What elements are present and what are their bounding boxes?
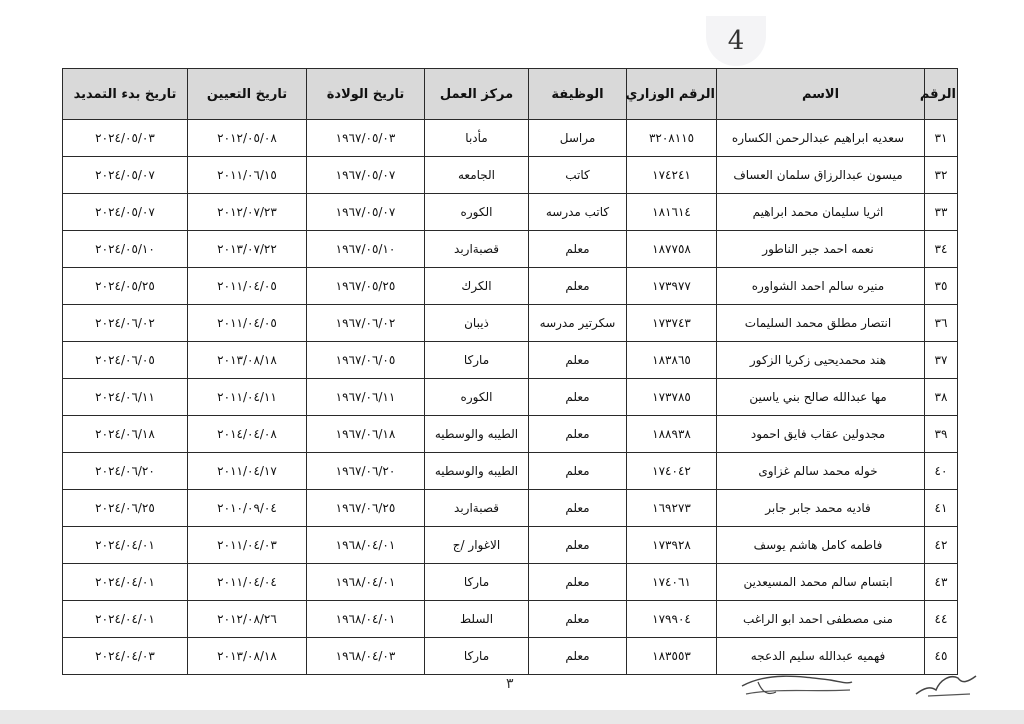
cell-extension-date: ٢٠٢٤/٠٥/٠٣ bbox=[63, 120, 188, 157]
cell-ministry-number: ١٦٩٢٧٣ bbox=[627, 490, 717, 527]
cell-birth-date: ١٩٦٧/٠٦/٠٥ bbox=[307, 342, 425, 379]
cell-extension-date: ٢٠٢٤/٠٥/١٠ bbox=[63, 231, 188, 268]
cell-name: فاطمه كامل هاشم يوسف bbox=[717, 527, 925, 564]
table-row bbox=[63, 527, 958, 564]
cell-birth-date: ١٩٦٧/٠٦/١١ bbox=[307, 379, 425, 416]
cell-work-center: الجامعه bbox=[425, 157, 529, 194]
cell-name: سعديه ابراهيم عبدالرحمن الكساره bbox=[717, 120, 925, 157]
cell-extension-date: ٢٠٢٤/٠٤/٠١ bbox=[63, 601, 188, 638]
table-row bbox=[63, 453, 958, 490]
header-ministry-number: الرقم الوزاري bbox=[627, 69, 717, 120]
cell-extension-date: ٢٠٢٤/٠٤/٠١ bbox=[63, 527, 188, 564]
cell-num: ٤٠ bbox=[925, 453, 958, 490]
cell-extension-date: ٢٠٢٤/٠٦/٠٥ bbox=[63, 342, 188, 379]
cell-work-center: الكوره bbox=[425, 194, 529, 231]
cell-birth-date: ١٩٦٧/٠٥/٠٧ bbox=[307, 194, 425, 231]
cell-num: ٤٥ bbox=[925, 638, 958, 675]
cell-name: انتصار مطلق محمد السليمات bbox=[717, 305, 925, 342]
cell-work-center: ماركا bbox=[425, 564, 529, 601]
employee-table bbox=[62, 68, 958, 675]
cell-ministry-number: ١٨٧٧٥٨ bbox=[627, 231, 717, 268]
cell-job: معلم bbox=[529, 527, 627, 564]
cell-job: معلم bbox=[529, 231, 627, 268]
initials-signature-image bbox=[910, 664, 990, 704]
cell-name: فاديه محمد جابر جابر bbox=[717, 490, 925, 527]
cell-hire-date: ٢٠١٣/٠٨/١٨ bbox=[188, 638, 307, 675]
header-hire-date: تاريخ التعيين bbox=[188, 69, 307, 120]
cell-ministry-number: ١٧٣٩٢٨ bbox=[627, 527, 717, 564]
cell-job: معلم bbox=[529, 342, 627, 379]
cell-name: نعمه احمد جبر الناطور bbox=[717, 231, 925, 268]
cell-birth-date: ١٩٦٨/٠٤/٠١ bbox=[307, 527, 425, 564]
cell-ministry-number: ١٧٤٠٤٢ bbox=[627, 453, 717, 490]
cell-name: ميسون عبدالرزاق سلمان العساف bbox=[717, 157, 925, 194]
cell-extension-date: ٢٠٢٤/٠٥/٠٧ bbox=[63, 194, 188, 231]
cell-extension-date: ٢٠٢٤/٠٦/٠٢ bbox=[63, 305, 188, 342]
cell-extension-date: ٢٠٢٤/٠٦/١٨ bbox=[63, 416, 188, 453]
table-row bbox=[63, 601, 958, 638]
cell-num: ٣٦ bbox=[925, 305, 958, 342]
cell-ministry-number: ١٧٣٩٧٧ bbox=[627, 268, 717, 305]
cell-hire-date: ٢٠١١/٠٤/٠٥ bbox=[188, 268, 307, 305]
cell-hire-date: ٢٠١٢/٠٨/٢٦ bbox=[188, 601, 307, 638]
table-header-row bbox=[63, 69, 958, 120]
cell-extension-date: ٢٠٢٤/٠٥/٠٧ bbox=[63, 157, 188, 194]
cell-hire-date: ٢٠١١/٠٤/١١ bbox=[188, 379, 307, 416]
cell-ministry-number: ١٧٩٩٠٤ bbox=[627, 601, 717, 638]
cell-num: ٣٣ bbox=[925, 194, 958, 231]
cell-birth-date: ١٩٦٨/٠٤/٠١ bbox=[307, 601, 425, 638]
cell-ministry-number: ١٨٣٥٥٣ bbox=[627, 638, 717, 675]
header-extension-date: تاريخ بدء التمديد bbox=[63, 69, 188, 120]
cell-extension-date: ٢٠٢٤/٠٦/٢٠ bbox=[63, 453, 188, 490]
header-birth-date: تاريخ الولادة bbox=[307, 69, 425, 120]
header-name: الاسم bbox=[717, 69, 925, 120]
cell-work-center: ذيبان bbox=[425, 305, 529, 342]
cell-work-center: ماركا bbox=[425, 342, 529, 379]
signature-image bbox=[738, 662, 858, 702]
cell-job: معلم bbox=[529, 638, 627, 675]
cell-extension-date: ٢٠٢٤/٠٤/٠٣ bbox=[63, 638, 188, 675]
cell-job: مراسل bbox=[529, 120, 627, 157]
cell-job: معلم bbox=[529, 564, 627, 601]
cell-birth-date: ١٩٦٧/٠٦/٠٢ bbox=[307, 305, 425, 342]
cell-ministry-number: ١٧٤٢٤١ bbox=[627, 157, 717, 194]
cell-name: فهميه عبدالله سليم الدعجه bbox=[717, 638, 925, 675]
cell-job: كاتب bbox=[529, 157, 627, 194]
cell-work-center: الطيبه والوسطيه bbox=[425, 453, 529, 490]
cell-job: معلم bbox=[529, 453, 627, 490]
header-work-center: مركز العمل bbox=[425, 69, 529, 120]
table-row bbox=[63, 231, 958, 268]
cell-birth-date: ١٩٦٧/٠٥/١٠ bbox=[307, 231, 425, 268]
cell-hire-date: ٢٠١١/٠٤/٠٤ bbox=[188, 564, 307, 601]
table-row bbox=[63, 342, 958, 379]
cell-name: هند محمديحيى زكريا الزكور bbox=[717, 342, 925, 379]
scan-bottom-edge bbox=[0, 710, 1024, 724]
cell-hire-date: ٢٠١١/٠٦/١٥ bbox=[188, 157, 307, 194]
page-number: ٣ bbox=[506, 676, 514, 692]
cell-name: مها عبدالله صالح بني ياسين bbox=[717, 379, 925, 416]
cell-num: ٣٨ bbox=[925, 379, 958, 416]
cell-ministry-number: ١٧٣٧٤٣ bbox=[627, 305, 717, 342]
cell-hire-date: ٢٠١٢/٠٧/٢٣ bbox=[188, 194, 307, 231]
cell-name: خوله محمد سالم غزاوى bbox=[717, 453, 925, 490]
cell-job: سكرتير مدرسه bbox=[529, 305, 627, 342]
table-row bbox=[63, 379, 958, 416]
cell-birth-date: ١٩٦٨/٠٤/٠١ bbox=[307, 564, 425, 601]
cell-job: معلم bbox=[529, 379, 627, 416]
table-row bbox=[63, 416, 958, 453]
cell-birth-date: ١٩٦٧/٠٦/٢٥ bbox=[307, 490, 425, 527]
cell-num: ٣١ bbox=[925, 120, 958, 157]
table-row bbox=[63, 564, 958, 601]
cell-work-center: الاغوار /ج bbox=[425, 527, 529, 564]
header-num: الرقم bbox=[925, 69, 958, 120]
cell-num: ٣٢ bbox=[925, 157, 958, 194]
cell-job: معلم bbox=[529, 601, 627, 638]
cell-birth-date: ١٩٦٧/٠٥/٠٣ bbox=[307, 120, 425, 157]
cell-hire-date: ٢٠١١/٠٤/٠٥ bbox=[188, 305, 307, 342]
table-row bbox=[63, 194, 958, 231]
table-row bbox=[63, 120, 958, 157]
cell-work-center: ماركا bbox=[425, 638, 529, 675]
cell-job: معلم bbox=[529, 268, 627, 305]
cell-birth-date: ١٩٦٧/٠٥/٢٥ bbox=[307, 268, 425, 305]
header-job: الوظيفة bbox=[529, 69, 627, 120]
table-row bbox=[63, 268, 958, 305]
cell-birth-date: ١٩٦٧/٠٦/١٨ bbox=[307, 416, 425, 453]
cell-num: ٣٧ bbox=[925, 342, 958, 379]
corner-page-number: 4 bbox=[706, 16, 766, 66]
cell-work-center: قصبةاربد bbox=[425, 490, 529, 527]
cell-work-center: الكرك bbox=[425, 268, 529, 305]
cell-ministry-number: ١٧٣٧٨٥ bbox=[627, 379, 717, 416]
table-row bbox=[63, 490, 958, 527]
cell-num: ٤٣ bbox=[925, 564, 958, 601]
cell-extension-date: ٢٠٢٤/٠٤/٠١ bbox=[63, 564, 188, 601]
cell-hire-date: ٢٠١١/٠٤/٠٣ bbox=[188, 527, 307, 564]
cell-extension-date: ٢٠٢٤/٠٦/١١ bbox=[63, 379, 188, 416]
cell-hire-date: ٢٠١١/٠٤/١٧ bbox=[188, 453, 307, 490]
cell-job: كاتب مدرسه bbox=[529, 194, 627, 231]
cell-ministry-number: ١٨٨٩٣٨ bbox=[627, 416, 717, 453]
cell-name: منى مصطفى احمد ابو الراغب bbox=[717, 601, 925, 638]
cell-num: ٣٩ bbox=[925, 416, 958, 453]
cell-hire-date: ٢٠١٢/٠٥/٠٨ bbox=[188, 120, 307, 157]
cell-job: معلم bbox=[529, 490, 627, 527]
cell-ministry-number: ١٨٣٨٦٥ bbox=[627, 342, 717, 379]
cell-num: ٣٥ bbox=[925, 268, 958, 305]
cell-num: ٤٤ bbox=[925, 601, 958, 638]
cell-birth-date: ١٩٦٨/٠٤/٠٣ bbox=[307, 638, 425, 675]
cell-extension-date: ٢٠٢٤/٠٥/٢٥ bbox=[63, 268, 188, 305]
cell-hire-date: ٢٠١٤/٠٤/٠٨ bbox=[188, 416, 307, 453]
cell-work-center: الطيبه والوسطيه bbox=[425, 416, 529, 453]
table-row bbox=[63, 305, 958, 342]
cell-name: ابتسام سالم محمد المسيعدين bbox=[717, 564, 925, 601]
cell-work-center: مأدبا bbox=[425, 120, 529, 157]
cell-job: معلم bbox=[529, 416, 627, 453]
cell-num: ٤١ bbox=[925, 490, 958, 527]
cell-num: ٤٢ bbox=[925, 527, 958, 564]
cell-ministry-number: ٣٢٠٨١١٥ bbox=[627, 120, 717, 157]
cell-name: منيره سالم احمد الشواوره bbox=[717, 268, 925, 305]
cell-birth-date: ١٩٦٧/٠٥/٠٧ bbox=[307, 157, 425, 194]
cell-hire-date: ٢٠١٣/٠٧/٢٢ bbox=[188, 231, 307, 268]
cell-birth-date: ١٩٦٧/٠٦/٢٠ bbox=[307, 453, 425, 490]
cell-ministry-number: ١٧٤٠٦١ bbox=[627, 564, 717, 601]
cell-num: ٣٤ bbox=[925, 231, 958, 268]
cell-work-center: الكوره bbox=[425, 379, 529, 416]
cell-work-center: قصبةاربد bbox=[425, 231, 529, 268]
table-row bbox=[63, 157, 958, 194]
cell-hire-date: ٢٠١٠/٠٩/٠٤ bbox=[188, 490, 307, 527]
cell-ministry-number: ١٨١٦١٤ bbox=[627, 194, 717, 231]
cell-work-center: السلط bbox=[425, 601, 529, 638]
cell-extension-date: ٢٠٢٤/٠٦/٢٥ bbox=[63, 490, 188, 527]
cell-name: مجدولين عقاب فايق احمود bbox=[717, 416, 925, 453]
cell-name: اثريا سليمان محمد ابراهيم bbox=[717, 194, 925, 231]
cell-hire-date: ٢٠١٣/٠٨/١٨ bbox=[188, 342, 307, 379]
